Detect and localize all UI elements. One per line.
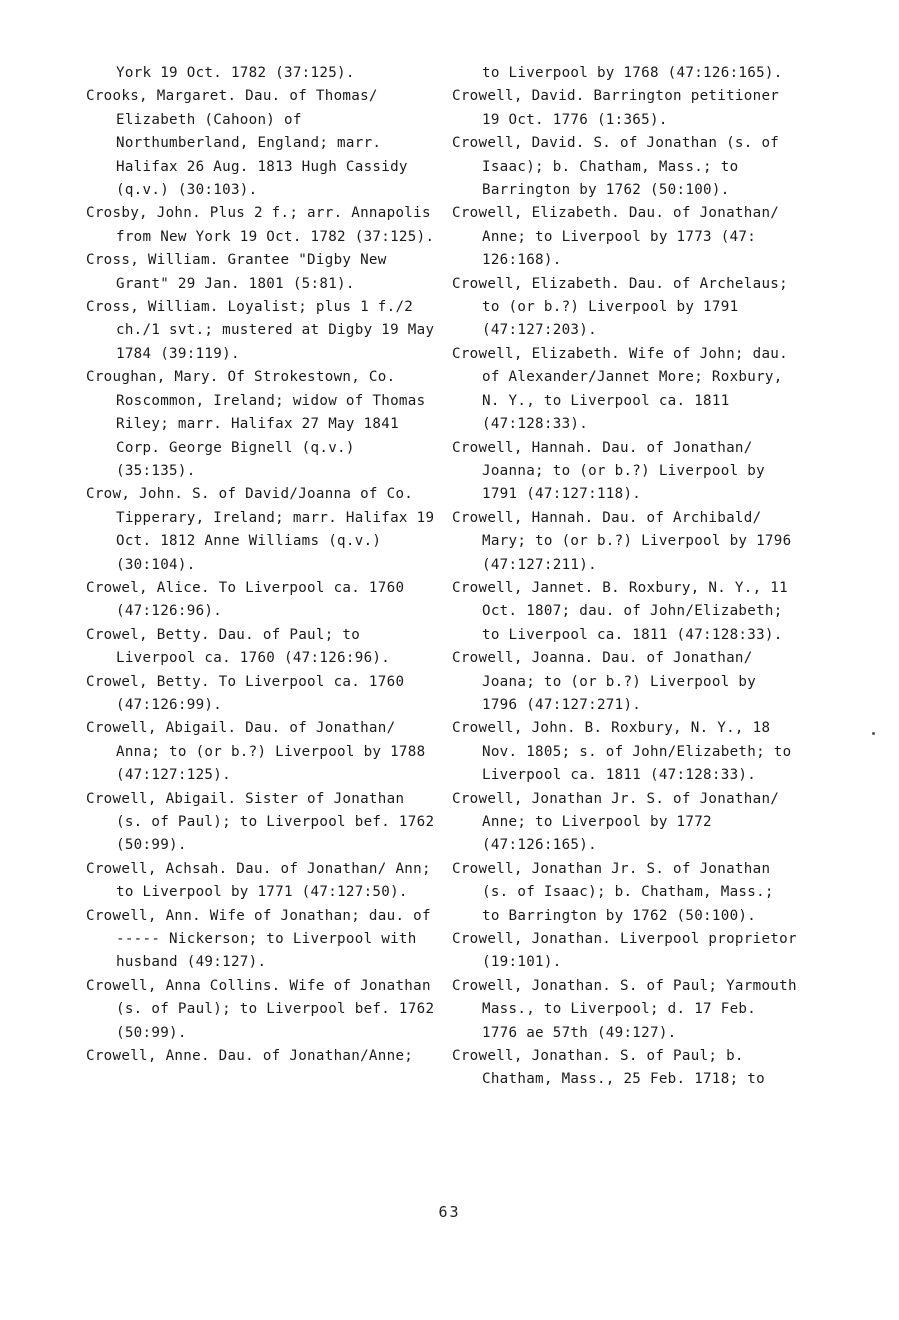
list-item: York 19 Oct. 1782 (37:125). <box>116 65 355 81</box>
scan-speck <box>872 732 875 735</box>
page-number: 63 <box>438 1203 461 1221</box>
list-item: Crowell, Jonathan Jr. S. of Jonathan/ Anne; to Liverpool by 1772 (47:126:165). <box>452 790 788 854</box>
list-item: Crooks, Margaret. Dau. of Thomas/ Elizabeth (Cahoon) of Northumberland, England; marr. Halifax 26 Aug. 1813 Hugh Cassidy (q.v.) (30:103). <box>86 88 417 199</box>
list-item: Crowell, Ann. Wife of Jonathan; dau. of ----- Nickerson; to Liverpool with husband (49:127). <box>86 907 440 971</box>
list-item: Crowel, Alice. To Liverpool ca. 1760 (47:126:96). <box>86 579 414 620</box>
list-item: Crowell, Elizabeth. Dau. of Jonathan/ Anne; to Liverpool by 1773 (47: 126:168). <box>452 205 788 269</box>
list-item: Crowell, Jonathan Jr. S. of Jonathan (s. of Isaac); b. Chatham, Mass.; to Barrington by 1762 (50:100). <box>452 860 783 924</box>
list-item: Crowel, Betty. Dau. of Paul; to Liverpool ca. 1760 (47:126:96). <box>86 626 391 667</box>
list-item: Crowell, Elizabeth. Wife of John; dau. of Alexander/Jannet More; Roxbury, N. Y., to Liverpool ca. 1811 (47:128:33). <box>452 345 797 433</box>
list-item: Cross, William. Loyalist; plus 1 f./2 ch./1 svt.; mustered at Digby 19 May 1784 (39:119). <box>86 299 444 362</box>
list-item: Crowell, Jonathan. S. of Paul; b. Chatham, Mass., 25 Feb. 1718; to <box>452 1048 765 1088</box>
list-item: Crowell, Jonathan. Liverpool proprietor (19:101). <box>452 931 806 971</box>
list-item: Crowell, Anna Collins. Wife of Jonathan (s. of Paul); to Liverpool bef. 1762 (50:99). <box>86 977 444 1041</box>
list-item: Crowell, Elizabeth. Dau. of Archelaus; to (or b.?) Liverpool by 1791 (47:127:203). <box>452 275 797 339</box>
list-item: Crowell, Abigail. Sister of Jonathan (s. of Paul); to Liverpool bef. 1762 (50:99). <box>86 790 444 854</box>
list-item: Crowell, Abigail. Dau. of Jonathan/ Anna; to (or b.?) Liverpool by 1788 (47:127:125). <box>86 720 435 784</box>
list-item: Cross, William. Grantee "Digby New Grant" 29 Jan. 1801 (5:81). <box>86 252 396 292</box>
list-item: Crowell, Jonathan. S. of Paul; Yarmouth Mass., to Liverpool; d. 17 Feb. 1776 ae 57th (49:127). <box>452 977 806 1041</box>
list-item: Crowell, John. B. Roxbury, N. Y., 18 Nov. 1805; s. of John/Elizabeth; to Liverpool ca. 1811 (47:128:33). <box>452 720 801 784</box>
list-item: Croughan, Mary. Of Strokestown, Co. Roscommon, Ireland; widow of Thomas Riley; marr. Halifax 27 May 1841 Corp. George Bignell (q.v.) (35:135). <box>86 369 435 479</box>
list-item: Crowell, Achsah. Dau. of Jonathan/ Ann; to Liverpool by 1771 (47:127:50). <box>86 860 440 901</box>
list-item: Crow, John. S. of David/Joanna of Co. Tipperary, Ireland; marr. Halifax 19 Oct. 1812 Anne Williams (q.v.) (30:104). <box>86 486 444 573</box>
left-column <box>86 62 444 1068</box>
list-item: Crowell, Hannah. Dau. of Archibald/ Mary; to (or b.?) Liverpool by 1796 (47:127:211). <box>452 509 801 573</box>
list-item: Crowell, Jannet. B. Roxbury, N. Y., 11 Oct. 1807; dau. of John/Elizabeth; to Liverpool ca. 1811 (47:128:33). <box>452 579 797 643</box>
list-item: Crowell, Hannah. Dau. of Jonathan/ Joanna; to (or b.?) Liverpool by 1791 (47:127:118). <box>452 439 774 503</box>
list-item: Crowell, Joanna. Dau. of Jonathan/ Joana; to (or b.?) Liverpool by 1796 (47:127:271). <box>452 650 765 713</box>
list-item: Crowell, Anne. Dau. of Jonathan/Anne; <box>86 1048 414 1065</box>
right-column <box>452 62 806 1092</box>
list-item: Crowell, David. Barrington petitioner 19 Oct. 1776 (1:365). <box>452 88 788 128</box>
list-item: to Liverpool by 1768 (47:126:165). <box>482 65 783 81</box>
list-item: Crowell, David. S. of Jonathan (s. of Isaac); b. Chatham, Mass.; to Barrington by 1762 (50:100). <box>452 135 788 199</box>
list-item: Crosby, John. Plus 2 f.; arr. Annapolis from New York 19 Oct. 1782 (37:125). <box>86 205 440 245</box>
list-item: Crowel, Betty. To Liverpool ca. 1760 (47:126:99). <box>86 673 414 713</box>
